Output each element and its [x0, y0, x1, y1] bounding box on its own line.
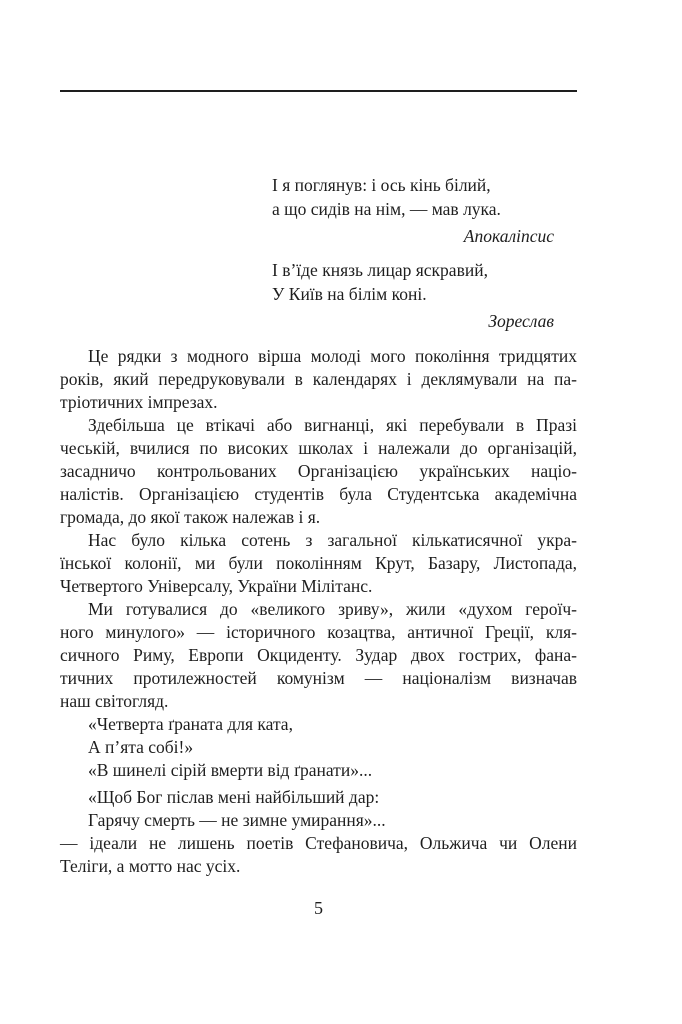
epigraph-line: І в’їде князь лицар яскравий, — [272, 260, 488, 280]
text-line: громада, до якої також належав і я. — [60, 507, 321, 527]
page-number: 5 — [314, 898, 323, 918]
verse-line: Гарячу смерть — не зимне умирання»... — [88, 810, 386, 830]
epigraph-line: а що сидів на нім, — мав лука. — [272, 199, 501, 219]
verse-line: «Четверта ґраната для ката, — [88, 714, 293, 734]
text-line: тичних протилежностей комунізм — націоналізм визначав — [60, 668, 577, 688]
text-line: сичного Риму, Европи Окциденту. Зудар двох гострих, фана- — [60, 645, 577, 665]
text-line: засадничо контрольованих Організацією українських націо- — [60, 461, 577, 481]
epigraph-line: У Київ на білім коні. — [272, 284, 427, 304]
text-line: наш світогляд. — [60, 691, 169, 711]
verse-line: А п’ята собі!» — [88, 737, 194, 757]
epigraph-attribution: Апокаліпсис — [463, 226, 554, 246]
epigraph-2 — [272, 258, 554, 333]
epigraph-line: І я поглянув: і ось кінь білий, — [272, 175, 491, 195]
text-line: Теліги, а мотто нас усіх. — [60, 856, 241, 876]
text-line: тріотичних імпрезах. — [60, 392, 218, 412]
text-line: років, який передруковували в календарях і деклямували на па- — [60, 369, 577, 389]
text-line: ного минулого» — історичного козацтва, античної Греції, кля- — [60, 622, 577, 642]
text-line: їнської колонії, ми були поколінням Крут, Базару, Листопада, — [60, 553, 577, 573]
epigraph-1 — [272, 173, 554, 248]
verse-line: «Щоб Бог післав мені найбільший дар: — [88, 787, 380, 807]
text-line: чеській, вчилися по високих школах і належали до організацій, — [60, 438, 577, 458]
text-line: Нас було кілька сотень з загальної кількатисячної укра- — [88, 530, 577, 550]
header-rule — [60, 90, 577, 92]
text-line: Четвертого Універсалу, України Мілітанс. — [60, 576, 373, 596]
text-line: налістів. Організацією студентів була Студентська академічна — [60, 484, 577, 504]
text-line: — ідеали не лишень поетів Стефановича, Ольжича чи Олени — [60, 833, 577, 853]
verse-line: «В шинелі сірій вмерти від ґранати»... — [88, 760, 373, 780]
text-line: Здебільша це втікачі або вигнанці, які перебували в Празі — [88, 415, 577, 435]
epigraph-attribution: Зореслав — [488, 311, 554, 331]
body-text — [60, 345, 577, 878]
text-line: Це рядки з модного вірша молоді мого покоління тридцятих — [88, 346, 577, 366]
text-line: Ми готувалися до «великого зриву», жили «духом героїч- — [88, 599, 577, 619]
